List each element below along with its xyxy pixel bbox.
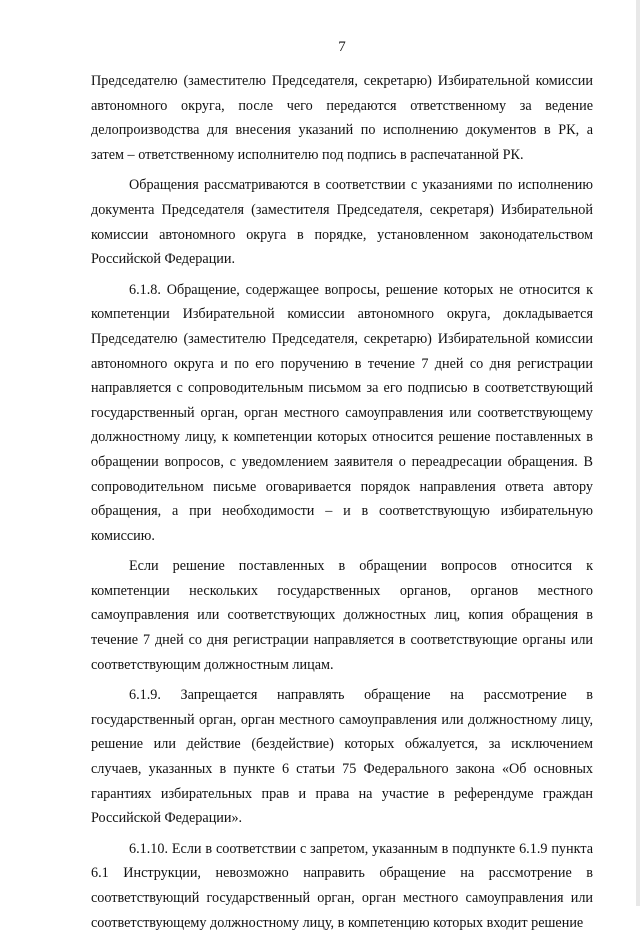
paragraph-6-1-8: 6.1.8. Обращение, содержащее вопросы, решение которых не относится к компетенции Избирательной комиссии автономного округа, докладывается Председателю (заместителю Председателя, секретарю) Избирательной комиссии автономного округа и по его поручению в течение 7 дней со дня регистрации направляется с сопроводительным письмом за его подписью в соответствующий государственный орган, орган местного самоуправления или соответствующему должностному лицу, к компетенции которых относится решение поставленных в обращении вопросов, с уведомлением заявителя о переадресации обращения. В сопроводительном письме оговаривается порядок направления ответа автору обращения, а при необходимости – и в соответствующую избирательную комиссию. [91,281,593,544]
document-body [91,69,593,935]
scan-edge-shadow [636,0,640,906]
page-number: 7 [338,39,346,55]
paragraph-continuation: Председателю (заместителю Председателя, секретарю) Избирательной комиссии автономного округа, после чего передаются ответственному за ведение делопроизводства для внесения указаний по исполнению документов в РК, а затем – ответственному исполнителю под подпись в распечатанной РК. [91,73,593,163]
paragraph-6-1-10: 6.1.10. Если в соответствии с запретом, указанным в подпункте 6.1.9 пункта 6.1 Инструкции, невозможно направить обращение на рассмотрение в соответствующий государственный орган, орган местного самоуправления или соответствующему должностному лицу, в компетенцию которых входит решение [91,840,593,931]
paragraph-appeals-review: Обращения рассматриваются в соответствии с указаниями по исполнению документа Председателя (заместителя Председателя, секретаря) Избирательной комиссии автономного округа в порядке, установленном законодательством Российской Федерации. [91,177,593,268]
paragraph-6-1-9: 6.1.9. Запрещается направлять обращение на рассмотрение в государственный орган, орган местного самоуправления или должностному лицу, решение или действие (бездействие) которых обжалуется, за исключением случаев, указанных в пункте 6 статьи 75 Федерального закона «Об основных гарантиях избирательных прав и права на участие в референдуме граждан Российской Федерации». [91,687,593,827]
paragraph-multiple-competence: Если решение поставленных в обращении вопросов относится к компетенции нескольких государственных органов, органов местного самоуправления или соответствующих должностных лиц, копия обращения в течение 7 дней со дня регистрации направляется в соответствующие органы или соответствующим должностным лицам. [91,558,593,673]
